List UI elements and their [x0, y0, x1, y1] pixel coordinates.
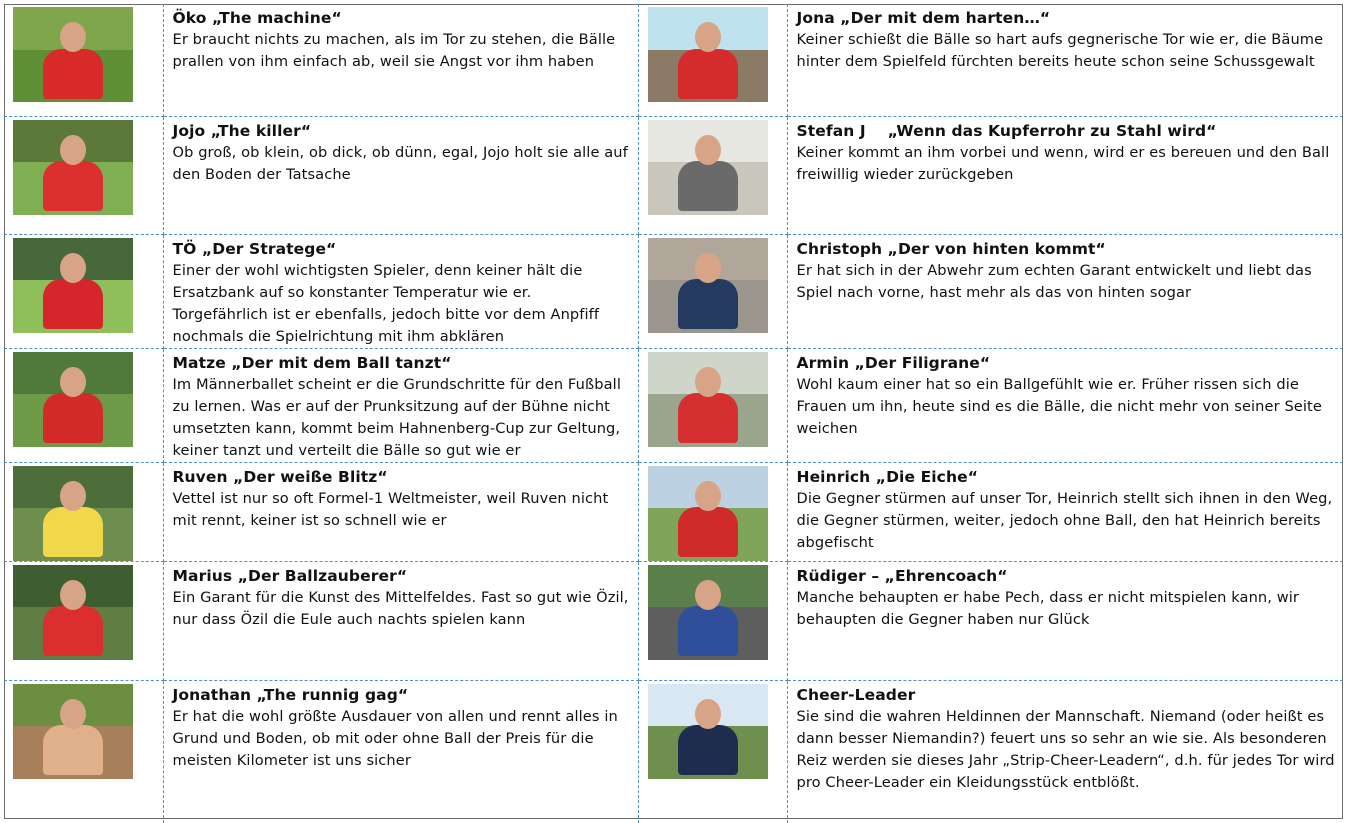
player-photo [648, 238, 768, 333]
player-cell [163, 561, 638, 680]
player-cell [787, 680, 1343, 823]
person-torso [678, 507, 738, 557]
player-description: Die Gegner stürmen auf unser Tor, Heinrich stellt sich ihnen in den Weg, die Gegner stürmen, weiter, jedoch ohne Ball, den hat Heinrich bereits abgefischt [796, 489, 1333, 551]
photo-cell [638, 462, 787, 561]
photo-cell [638, 234, 787, 348]
person-head [695, 135, 721, 165]
person-torso [43, 725, 103, 775]
person-torso [43, 279, 103, 329]
person-torso [43, 393, 103, 443]
player-photo [13, 120, 133, 215]
player-name: Christoph „Der von hinten kommt“ [796, 239, 1106, 258]
photo-cell [638, 348, 787, 462]
player-description: Wohl kaum einer hat so ein Ballgefühlt wie er. Früher rissen sich die Frauen um ihn, heute sind es die Bälle, die nicht mehr von seiner Seite weichen [796, 375, 1322, 437]
person-head [60, 135, 86, 165]
person-head [60, 22, 86, 52]
player-cell [787, 234, 1343, 348]
player-photo [648, 466, 768, 561]
person-head [695, 481, 721, 511]
photo-cell [638, 561, 787, 680]
player-photo [648, 7, 768, 102]
photo-cell [4, 680, 163, 823]
person-head [60, 367, 86, 397]
photo-cell [4, 462, 163, 561]
player-photo [13, 7, 133, 102]
player-name: Matze „Der mit dem Ball tanzt“ [172, 353, 452, 372]
person-head [695, 699, 721, 729]
player-name: Cheer-Leader [796, 685, 916, 704]
player-description: Ob groß, ob klein, ob dick, ob dünn, egal, Jojo holt sie alle auf den Boden der Tatsache [172, 143, 628, 183]
photo-cell [4, 561, 163, 680]
player-cell [787, 462, 1343, 561]
person-head [695, 253, 721, 283]
player-photo [648, 565, 768, 660]
photo-cell [4, 348, 163, 462]
player-cell [787, 4, 1343, 116]
player-description: Im Männerballet scheint er die Grundschritte für den Fußball zu lernen. Was er auf der Prunksitzung auf der Bühne nicht umsetzten kann, kommt beim Hahnenberg-Cup zur Geltung, keiner tanzt und verteilt die Bälle so gut wie er [172, 375, 621, 459]
player-photo [648, 120, 768, 215]
photo-cell [638, 4, 787, 116]
player-description: Er hat die wohl größte Ausdauer von allen und rennt alles in Grund und Boden, ob mit oder ohne Ball der Preis für die meisten Kilometer ist uns sicher [172, 707, 618, 769]
player-cell [163, 462, 638, 561]
person-torso [678, 606, 738, 656]
table-row [4, 561, 1343, 680]
player-description: Er hat sich in der Abwehr zum echten Garant entwickelt und liebt das Spiel nach vorne, hast mehr als das von hinten sogar [796, 261, 1312, 301]
player-name: Jona „Der mit dem harten…“ [796, 9, 1051, 27]
player-name: Ruven „Der weiße Blitz“ [172, 467, 388, 486]
player-description: Keiner kommt an ihm vorbei und wenn, wird er es bereuen und den Ball freiwillig wieder zurückgeben [796, 143, 1330, 183]
player-name: Jojo „The killer“ [172, 121, 312, 140]
table-row [4, 462, 1343, 561]
player-photo [648, 684, 768, 779]
player-photo [13, 352, 133, 447]
table-row [4, 4, 1343, 116]
player-description: Vettel ist nur so oft Formel-1 Weltmeister, weil Ruven nicht mit rennt, keiner ist so schnell wie er [172, 489, 609, 529]
player-name: Marius „Der Ballzauberer“ [172, 566, 408, 585]
player-cell [163, 4, 638, 116]
player-cell [163, 680, 638, 823]
player-cell [787, 348, 1343, 462]
player-roster-table [4, 4, 1343, 823]
table-row [4, 116, 1343, 234]
player-description: Keiner schießt die Bälle so hart aufs gegnerische Tor wie er, die Bäume hinter dem Spielfeld fürchten bereits heute schon seine Schussgewalt [796, 31, 1324, 70]
person-head [60, 253, 86, 283]
person-head [60, 481, 86, 511]
photo-cell [638, 680, 787, 823]
person-torso [43, 49, 103, 99]
player-name: Jonathan „The runnig gag“ [172, 685, 409, 704]
table-row [4, 234, 1343, 348]
person-torso [678, 161, 738, 211]
photo-cell [4, 116, 163, 234]
player-name: Armin „Der Filigrane“ [796, 353, 991, 372]
person-torso [678, 393, 738, 443]
photo-cell [4, 234, 163, 348]
player-photo [13, 565, 133, 660]
person-torso [678, 725, 738, 775]
table-row [4, 680, 1343, 823]
person-head [695, 580, 721, 610]
person-torso [678, 49, 738, 99]
player-description: Einer der wohl wichtigsten Spieler, denn keiner hält die Ersatzbank auf so konstanter Temperatur wie er. Torgefährlich ist er ebenfalls, jedoch bitte vor dem Anpfiff nochmals die Spielrichtung mit ihm abklären [172, 261, 600, 345]
player-photo [13, 684, 133, 779]
person-head [60, 699, 86, 729]
player-cell [787, 116, 1343, 234]
player-cell [787, 561, 1343, 680]
player-name: Öko „The machine“ [172, 9, 342, 27]
photo-cell [4, 4, 163, 116]
person-torso [678, 279, 738, 329]
player-photo [13, 466, 133, 561]
player-description: Sie sind die wahren Heldinnen der Mannschaft. Niemand (oder heißt es dann besser Niemandin?) feuert uns so sehr an wie sie. Als besonderen Reiz werden sie dieses Jahr „Strip-Cheer-Leadern“, d.h. für jedes Tor wird pro Cheer-Leader ein Kleidungsstück entblößt. [796, 707, 1335, 791]
player-photo [13, 238, 133, 333]
person-torso [43, 507, 103, 557]
player-cell [163, 234, 638, 348]
photo-cell [638, 116, 787, 234]
player-cell [163, 348, 638, 462]
table-row [4, 348, 1343, 462]
player-name: Stefan J „Wenn das Kupferrohr zu Stahl wird“ [796, 121, 1217, 140]
player-description: Manche behaupten er habe Pech, dass er nicht mitspielen kann, wir behaupten die Gegner haben nur Glück [796, 588, 1300, 628]
player-cell [163, 116, 638, 234]
person-torso [43, 161, 103, 211]
player-description: Ein Garant für die Kunst des Mittelfeldes. Fast so gut wie Özil, nur dass Özil die Eule auch nachts spielen kann [172, 588, 629, 628]
person-torso [43, 606, 103, 656]
player-name: Rüdiger – „Ehrencoach“ [796, 566, 1008, 585]
player-name: Heinrich „Die Eiche“ [796, 467, 979, 486]
player-name: TÖ „Der Stratege“ [172, 239, 337, 258]
player-photo [648, 352, 768, 447]
person-head [695, 367, 721, 397]
person-head [695, 22, 721, 52]
person-head [60, 580, 86, 610]
player-description: Er braucht nichts zu machen, als im Tor zu stehen, die Bälle prallen von ihm einfach ab, weil sie Angst vor ihm haben [172, 31, 616, 70]
